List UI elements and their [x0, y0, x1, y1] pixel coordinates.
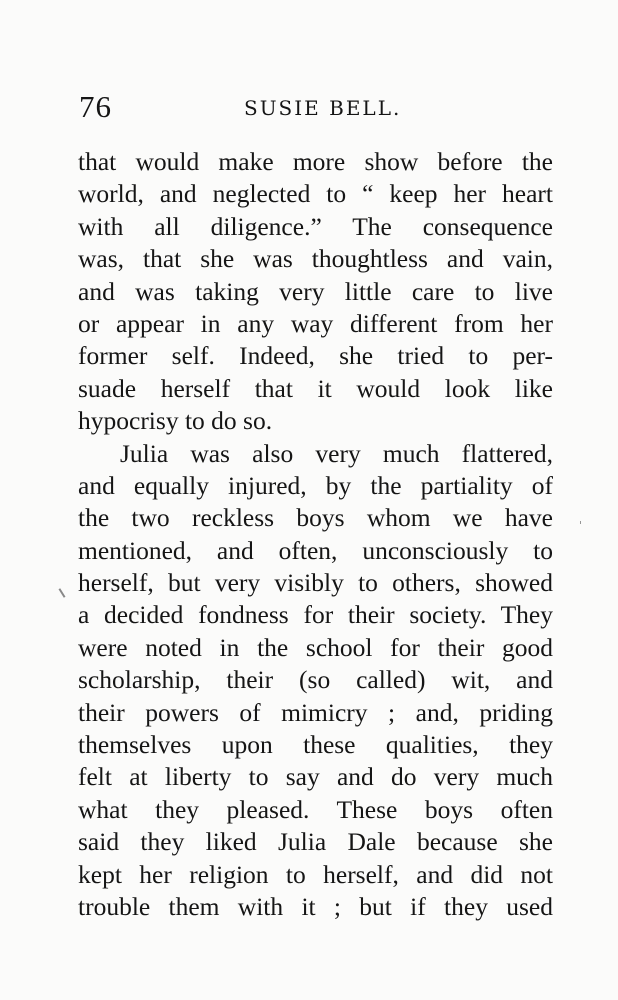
- scan-speck: [580, 521, 581, 524]
- body-text: [78, 146, 553, 923]
- text-line: herself, but very visibly to others, showed: [78, 568, 553, 598]
- scan-speck: [59, 588, 66, 598]
- text-line: world, and neglected to “ keep her heart: [78, 179, 553, 209]
- running-head: SUSIE BELL.: [244, 96, 402, 120]
- page-number: 76: [79, 89, 112, 124]
- text-line: their powers of mimicry ; and, priding: [78, 697, 553, 727]
- text-line: scholarship, their (so called) wit, and: [78, 665, 553, 695]
- text-line: former self. Indeed, she tried to per-: [78, 341, 553, 371]
- text-line: were noted in the school for their good: [78, 632, 553, 662]
- text-line: themselves upon these qualities, they: [78, 730, 553, 760]
- text-line: a decided fondness for their society. They: [78, 600, 553, 630]
- text-line: hypocrisy to do so.: [78, 406, 273, 436]
- text-line: and was taking very little care to live: [78, 276, 553, 306]
- text-line: trouble them with it ; but if they used: [78, 891, 553, 921]
- text-line: that would make more show before the: [78, 147, 553, 176]
- text-line: with all diligence.” The consequence: [78, 211, 553, 241]
- text-line: what they pleased. These boys often: [78, 794, 553, 824]
- text-line: the two reckless boys whom we have: [78, 503, 553, 533]
- text-line: said they liked Julia Dale because she: [78, 827, 553, 857]
- text-line: and equally injured, by the partiality of: [78, 470, 553, 500]
- text-line: suade herself that it would look like: [78, 373, 553, 403]
- text-line: was, that she was thoughtless and vain,: [78, 244, 553, 274]
- paragraph-first-line: Julia was also very much flattered,: [120, 438, 553, 468]
- text-line: or appear in any way different from her: [78, 308, 553, 338]
- text-line: mentioned, and often, unconsciously to: [78, 535, 553, 565]
- text-line: kept her religion to herself, and did not: [78, 859, 553, 889]
- text-line: felt at liberty to say and do very much: [78, 762, 553, 792]
